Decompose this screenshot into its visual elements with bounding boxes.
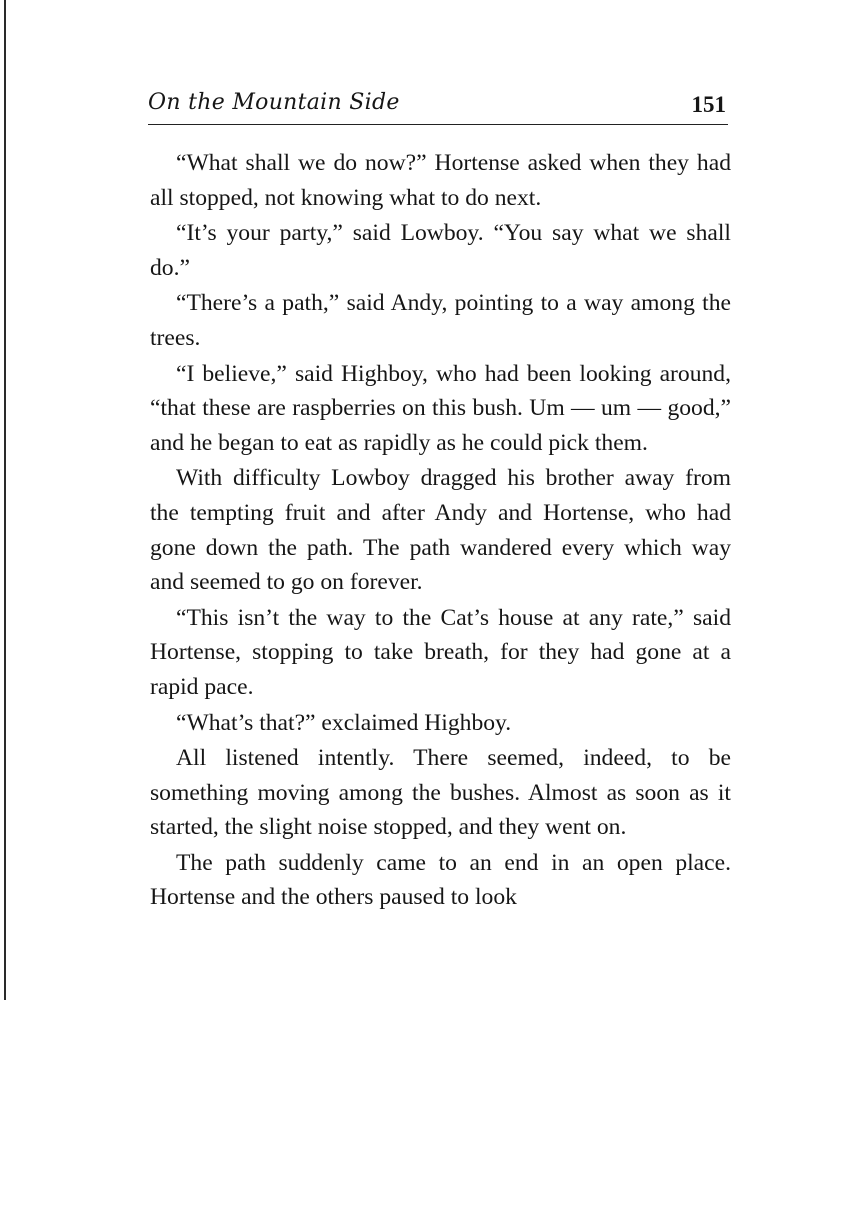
paragraph: “What’s that?” exclaimed Highboy. (176, 709, 512, 736)
binding-edge-line (4, 0, 6, 1000)
paragraph: “There’s a path,” said Andy, pointing to a way among the trees. (150, 290, 731, 351)
body-text (150, 146, 731, 915)
paragraph: “I believe,” said Highboy, who had been looking around, “that these are raspberries on this bush. Um — um — good,” and he began to eat as rapidly as he could pick them. (150, 360, 731, 456)
page-number: 151 (691, 92, 726, 117)
paragraph: All listened intently. There seemed, indeed, to be something moving among the bushes. Almost as soon as it started, the slight noise stopped, and they went on. (150, 745, 731, 841)
paragraph: “This isn’t the way to the Cat’s house at any rate,” said Hortense, stopping to take breath, for they had gone at a rapid pace. (150, 604, 731, 700)
running-head-title: On the Mountain Side (148, 90, 400, 115)
paragraph: With difficulty Lowboy dragged his brother away from the tempting fruit and after Andy and Hortense, who had gone down the path. The path wandered every which way and seemed to go on forever. (150, 465, 731, 596)
paragraph: “It’s your party,” said Lowboy. “You say what we shall do.” (150, 220, 731, 281)
paragraph: The path suddenly came to an end in an open place. Hortense and the others paused to look (150, 849, 731, 911)
running-head (148, 88, 728, 125)
paragraph: “What shall we do now?” Hortense asked when they had all stopped, not knowing what to do next. (150, 150, 731, 211)
